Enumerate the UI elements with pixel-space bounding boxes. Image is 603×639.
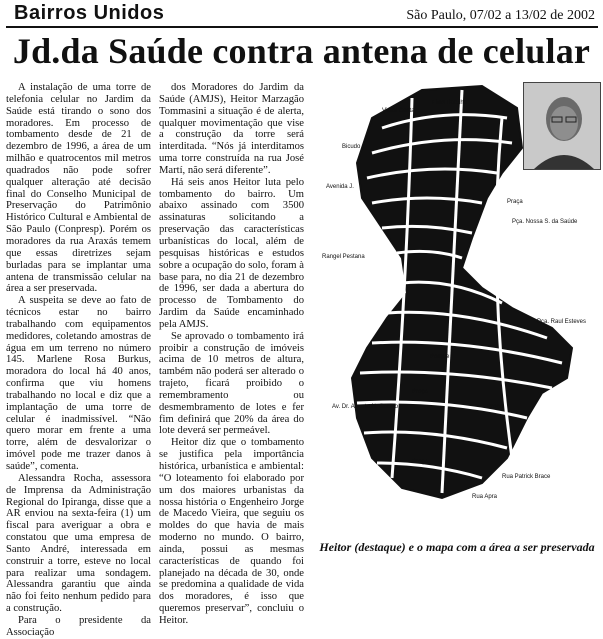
- paragraph: Há seis anos Heitor luta pelo tombamento do bairro. Um abaixo assinado com 3500 assinaturas solicitando a preservação das características urbanísticas do local, além de pesquisas históricas e estudos sobre a ocupação do solo, foram à base para, no dia 21 de dezembro de 1996, ser dada a abertura do processo de Tombamento do Jardim da Saúde encaminhado pela AMJS.: [159, 176, 304, 330]
- map-label: Bicudo: [342, 144, 361, 150]
- map-label: Av. Dr. Alberto N. Coelho: [332, 404, 399, 410]
- article-column-2: [159, 82, 304, 627]
- portrait-photo: [523, 82, 601, 170]
- map-label: Elias Botelho: [432, 100, 468, 106]
- dateline: São Paulo, 07/02 a 13/02 de 2002: [406, 8, 595, 23]
- map-label: Avenida J.: [326, 184, 354, 190]
- paragraph: Para o presidente da Associação: [6, 614, 151, 638]
- paragraph: dos Moradores do Jardim da Saúde (AMJS), Heitor Marzagão Tommasini a situação é de alerta, qualquer movimentação que vise a construção da torre será interditada. “Nós já interditamos uma torre construída na rua José Martí, não será diferente”.: [159, 82, 304, 176]
- paragraph: Heitor diz que o tombamento se justifica pela importância histórica, urbanística e ambiental: “O loteamento foi elaborado por um dos maiores urbanistas da nossa história o Engenheiro Jorge de Macedo Vieira, que seguiu os moldes do que havia de mais moderno no mundo. O bairro, ainda, possui as mesmas características de quando foi planejado na década de 30, onde se predomina a qualidade de vida dos moradores, é isso que queremos preservar”, concluiu o Heitor.: [159, 437, 304, 626]
- map-label: Parque: [430, 354, 450, 360]
- page-header: [0, 0, 603, 30]
- map-label: Praça: [487, 404, 503, 410]
- map-label: Rua Patrick Brace: [502, 474, 551, 480]
- paragraph: A suspeita se deve ao fato de técnicos estar no bairro trabalhando com equipamentos medidores, coletando amostras de água em um terreno no número 145. Marlene Rosa Burkus, moradora do local há 40 anos, confirma que viu homens trabalhando no local e diz que a implantação de uma torre de celular é inadmissível. “Não quero morar em frente a uma torre, além de desvalorizar o imóvel pode me trazer danos à saúde”, comenta.: [6, 295, 151, 472]
- person-icon: [524, 83, 600, 169]
- article-column-1: [6, 82, 151, 639]
- map-label: Praça: [412, 389, 428, 395]
- header-rule: [6, 26, 598, 28]
- paragraph: A instalação de uma torre de telefonia celular no Jardim da Saúde está tirando o sono dos moradores. Em processo de tombamento desde de 21 de dezembro de 1996, a área de um milhão e quatrocentos mil metros quadrados não pode sofrer qualquer alteração até decisão final do Conselho Municipal de Preservação do Patrimônio Histórico Cultural e Ambiental de São Paulo (Conpresp). Porém os moradores da rua Araxás temem que essas diretrizes sejam burladas para se implantar uma antena de transmissão celular na área a ser preservada.: [6, 82, 151, 295]
- map-label: Rangel Pestana: [322, 254, 365, 260]
- paragraph: Alessandra Rocha, assessora de Imprensa da Administração Regional do Ipiranga, disse que a AR enviou na sexta-feira (1) um fiscal para averiguar a obra e constatou que uma empresa de Santo André, interessada em construir a torre, esteve no local para realizar uma sondagem. Alessandra garantiu que ainda não foi feito nenhum pedido para a construção.: [6, 472, 151, 615]
- map-label: Pça. Raul Esteves: [537, 319, 587, 325]
- map-label: Pça. Nossa S. da Saúde: [512, 219, 578, 225]
- map-label: Praça: [412, 459, 428, 465]
- paragraph: Se aprovado o tombamento irá proibir a construção de imóveis acima de 10 metros de altura, também não poderá ser alterado o trajeto, ficará proibido o remembramento ou desmembramento de lotes e fer fim definirá que 20% da área do lote deverá ser permeável.: [159, 330, 304, 437]
- section-title: Bairros Unidos: [14, 2, 165, 24]
- map-caption: Heitor (destaque) e o mapa com a área a ser preservada: [319, 540, 595, 554]
- headline: Jd.da Saúde contra antena de celular: [12, 31, 591, 71]
- map-label: Victor Costa: [382, 108, 415, 114]
- map-label: Praça: [507, 199, 523, 205]
- map-label: Rua Apra: [472, 494, 498, 500]
